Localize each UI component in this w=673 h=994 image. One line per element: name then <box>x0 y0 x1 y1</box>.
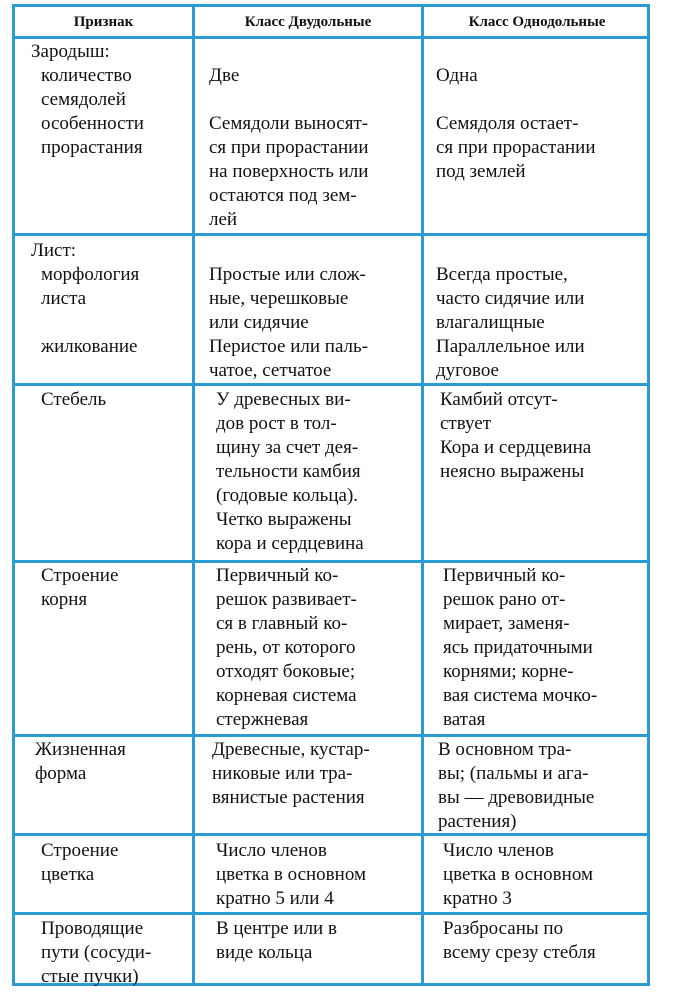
row-divider <box>15 233 647 236</box>
comparison-table <box>12 4 650 986</box>
column-divider <box>192 7 195 983</box>
row-root-dicots: Первичный ко- решок развивает- ся в главный ко- рень, от которого отходят боковые; корневая система стержневая <box>216 565 357 730</box>
row-flower-feature: Строение цветка <box>41 840 119 885</box>
row-embryo-monocots: Одна Семядоля остает- ся при прорастании под землей <box>436 65 596 182</box>
row-lifeform-feature: Жизненная форма <box>35 739 126 784</box>
column-divider <box>421 7 424 983</box>
row-leaf-dicots: Простые или слож- ные, черешковые или сидячие Перистое или паль- чатое, сетчатое <box>209 264 369 381</box>
row-leaf-monocots: Всегда простые, часто сидячие или влагалищные Параллельное или дуговое <box>436 264 585 381</box>
header-monocots: Класс Однодольные <box>468 14 606 30</box>
row-embryo-feature: Зародыш: количество семядолей особенности прорастания <box>31 41 144 158</box>
row-leaf-feature: Лист: морфология листа жилкование <box>31 240 140 357</box>
header-dicots: Класс Двудольные <box>244 14 372 30</box>
row-divider <box>15 383 647 386</box>
row-vascular-feature: Проводящие пути (сосуди- стые пучки) <box>41 918 152 987</box>
row-divider <box>15 560 647 563</box>
row-root-monocots: Первичный ко- решок рано от- мирает, заменя- ясь придаточными корнями; корне- вая система мочко- ватая <box>443 565 598 730</box>
header-feature: Признак <box>73 14 134 30</box>
row-divider <box>15 912 647 915</box>
row-vascular-dicots: В центре или в виде кольца <box>216 918 337 963</box>
row-root-feature: Строение корня <box>41 565 119 610</box>
row-embryo-dicots: Две Семядоли выносят- ся при прорастании на поверхность или остаются под зем- лей <box>209 65 369 230</box>
row-flower-monocots: Число членов цветка в основном кратно 3 <box>443 840 593 909</box>
row-stem-feature: Стебель <box>41 389 107 410</box>
row-stem-monocots: Камбий отсут- ствует Кора и сердцевина неясно выражены <box>440 389 592 482</box>
row-lifeform-monocots: В основном тра- вы; (пальмы и ага- вы — древовидные растения) <box>438 739 595 832</box>
row-stem-dicots: У древесных ви- дов рост в тол- щину за счет дея- тельности камбия (годовые кольца). Четко выражены кора и сердцевина <box>216 389 364 554</box>
row-vascular-monocots: Разбросаны по всему срезу стебля <box>443 918 596 963</box>
row-lifeform-dicots: Древесные, кустар- никовые или тра- вянистые растения <box>212 739 370 808</box>
row-divider <box>15 734 647 737</box>
row-flower-dicots: Число членов цветка в основном кратно 5 или 4 <box>216 840 366 909</box>
